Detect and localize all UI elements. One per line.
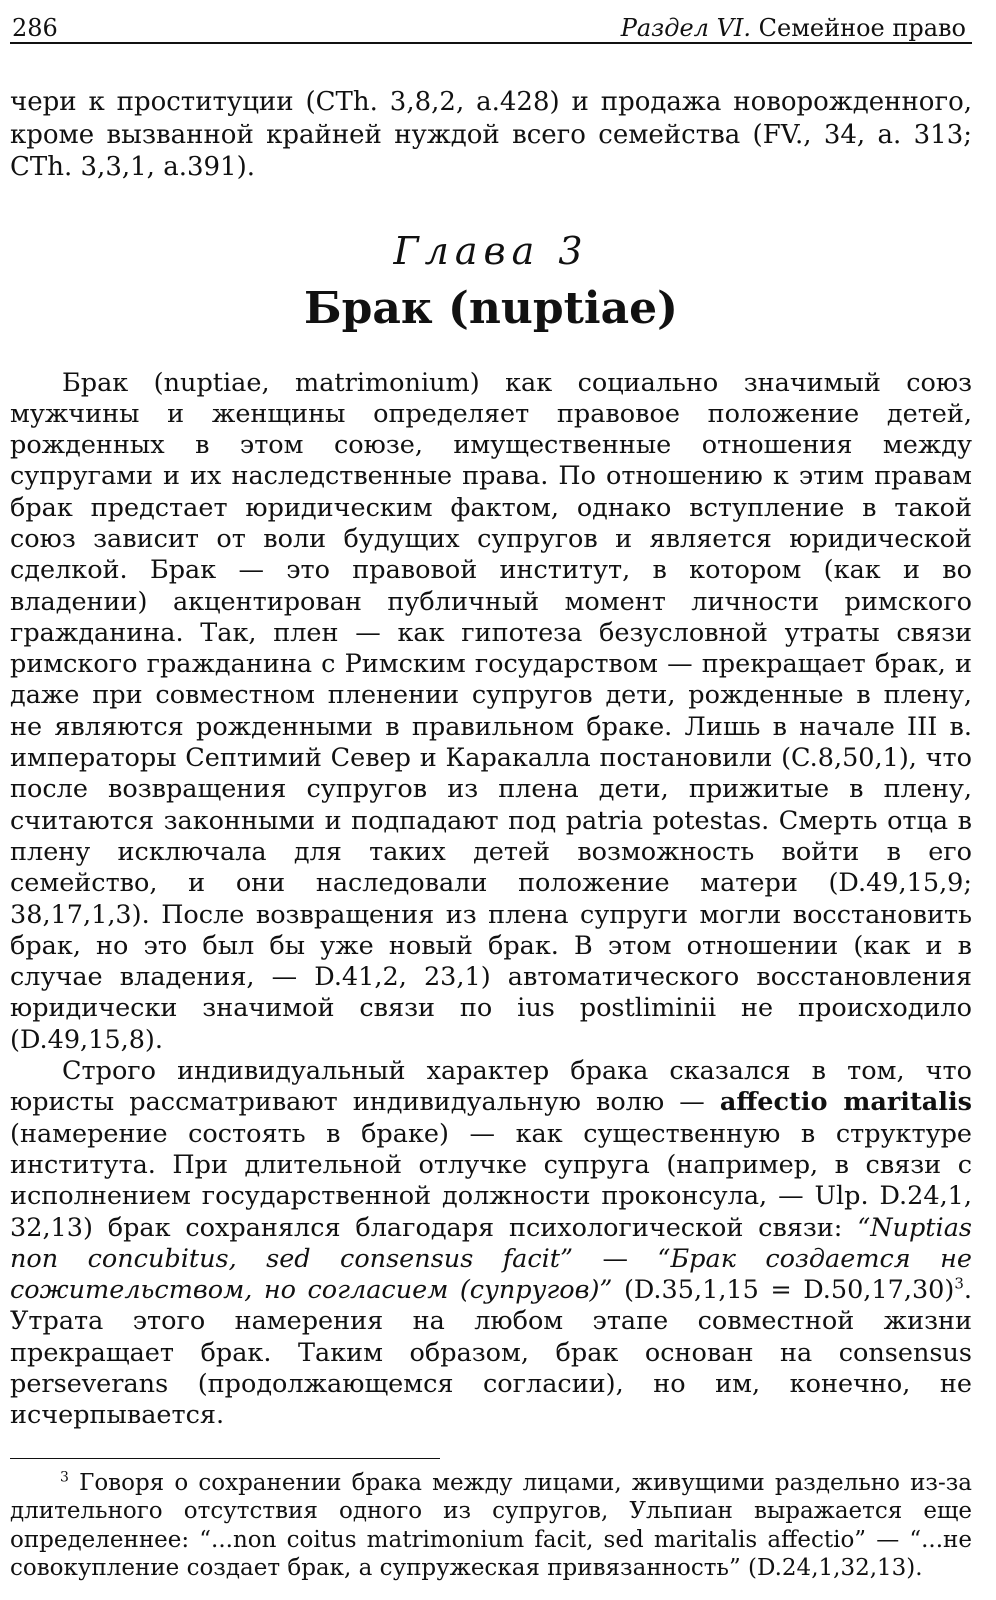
p2-text-5: . Утрата этого намерения на любом этапе совместной жизни прекращает брак. Таким образом, брак основан на consensus perseverans (продолжающемся согласии), но им, конечно, не исчерпывается.: [10, 1275, 973, 1431]
p2-text-1: Строго индивидуальный характер брака сказался в том, что юристы рассматривают индивидуальную волю —: [10, 1056, 972, 1118]
section-title: [621, 14, 966, 42]
p2-dash: —: [573, 1243, 658, 1274]
term-affectio-maritalis: affectio maritalis: [719, 1087, 972, 1118]
page-number: 286: [12, 14, 58, 42]
footnote: [10, 1469, 972, 1583]
paragraph-1: Брак (nuptiae, matrimonium) как социально значимый союз мужчины и женщины определяет правовое положение детей, рожденных в этом союзе, имущественные отношения между супругами и их наследственные права. По отношению к этим правам брак предстает юридическим фактом, однако вступление в такой союз зависит от воли будущих супругов и является юридической сделкой. Брак — это правовой институт, в котором (как и во владении) акцентирован публичный момент личности римского гражданина. Так, плен — как гипотеза безусловной утраты связи римского гражданина с Римским государством — прекращает брак, и даже при совместном пленении супругов дети, рожденные в плену, не являются рожденными в правильном браке. Лишь в начале III в. императоры Септимий Север и Каракалла постановили (C.8,50,1), что после возвращения супругов из плена дети, прижитые в плену, считаются законными и подпадают под patria potestas. Смерть отца в плену исключала для таких детей возможность войти в его семейство, и они наследовали положение матери (D.49,15,9; 38,17,1,3). После возвращения из плена супруги могли восстановить брак, но это был бы уже новый брак. В этом отношении (как и в случае владения, — D.41,2, 23,1) автоматического восстановления юридически значимой связи по ius postliminii не происходило (D.49,15,8).: [10, 367, 972, 1055]
p2-text-2: (намерение состоять в браке) — как существенную в структуре института. При длительной отлучке супруга (например, в связи с исполнением государственной должности проконсула, — Ulp. D.24,1, 32,13) брак сохранялся благодаря психологической связи:: [10, 1118, 972, 1243]
page: [10, 8, 972, 1583]
section-number: Раздел VI.: [620, 14, 752, 42]
continuation-paragraph: чери к проституции (CTh. 3,8,2, a.428) и продажа новорожденного, кроме вызванной крайней нуждой всего семейства (FV., 34, a. 313; CTh. 3,3,1, a.391).: [10, 87, 972, 182]
latin-quote: “Nuptias non concubitus, sed consensus facit”: [10, 1212, 972, 1274]
section-name: Семейное право: [758, 14, 966, 42]
chapter-title: Брак (nuptiae): [304, 282, 678, 334]
russian-quote: “Брак создается не сожительством, но согласием (супругов)”: [10, 1243, 972, 1306]
paragraph-2: [10, 1056, 972, 1432]
footnote-text: Говоря о сохранении брака между лицами, живущими раздельно из-за длительного отсутствия одного из супругов, Ульпиан выражается еще определеннее: “...non coitus matrimonium facit, sed maritalis affectio” — “...не совокупление создает брак, а супружеская привязанность” (D.24,1,32,13).: [10, 1469, 972, 1582]
running-head: [10, 8, 972, 44]
chapter-label: Глава 3: [393, 228, 589, 273]
footnote-ref[interactable]: 3: [954, 1274, 964, 1293]
p2-citation: (D.35,1,15 = D.50,17,30): [612, 1275, 955, 1306]
footnote-divider: [10, 1458, 440, 1459]
footnote-number: 3: [60, 1468, 69, 1485]
